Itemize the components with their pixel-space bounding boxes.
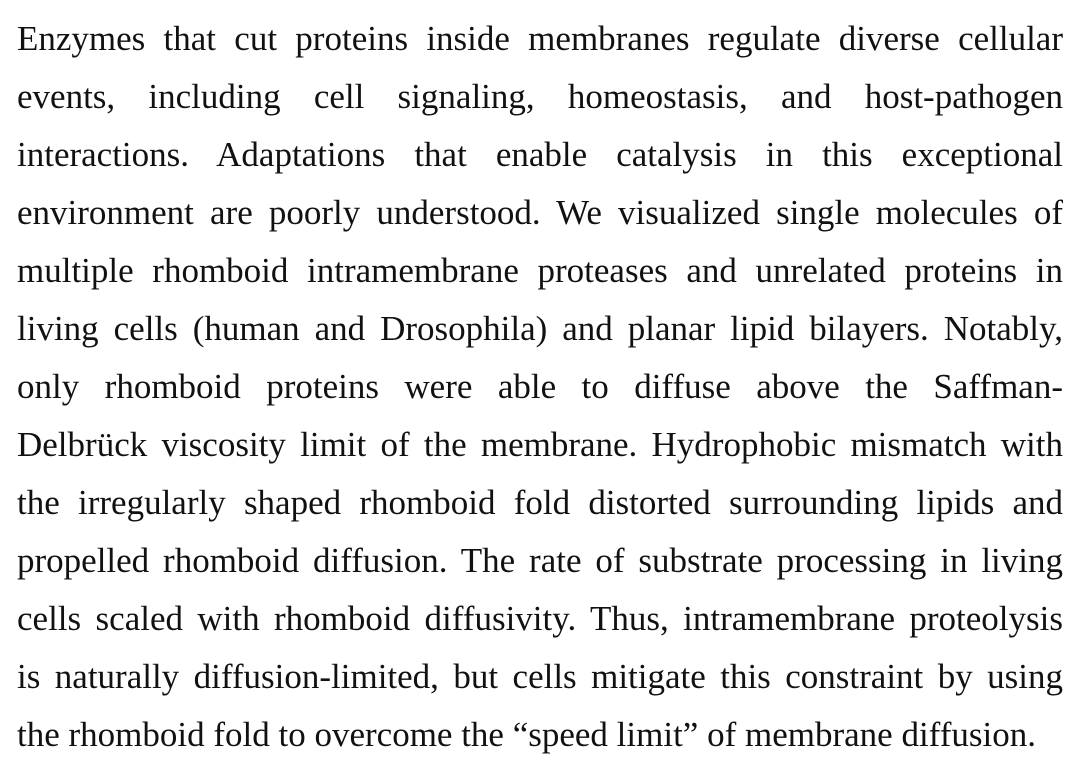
- abstract-paragraph: [17, 10, 1063, 764]
- abstract-line: propelled rhomboid diffusion. The rate of substrate processing in living: [17, 541, 1063, 580]
- abstract-line: Enzymes that cut proteins inside membranes regulate diverse cellular: [17, 19, 1063, 58]
- abstract-line: Delbrück viscosity limit of the membrane. Hydrophobic mismatch with: [17, 425, 1063, 464]
- abstract-line: events, including cell signaling, homeostasis, and host-pathogen: [17, 77, 1063, 116]
- abstract-line: cells scaled with rhomboid diffusivity. Thus, intramembrane proteolysis: [17, 599, 1063, 638]
- abstract-line: multiple rhomboid intramembrane proteases and unrelated proteins in: [17, 251, 1063, 290]
- abstract-line: the rhomboid fold to overcome the “speed limit” of membrane diffusion.: [17, 715, 1036, 754]
- abstract-line: environment are poorly understood. We visualized single molecules of: [17, 193, 1063, 232]
- abstract-line: is naturally diffusion-limited, but cells mitigate this constraint by using: [17, 657, 1063, 696]
- abstract-line: the irregularly shaped rhomboid fold distorted surrounding lipids and: [17, 483, 1063, 522]
- abstract-line: living cells (human and Drosophila) and planar lipid bilayers. Notably,: [17, 309, 1063, 348]
- abstract-line: only rhomboid proteins were able to diffuse above the Saffman-: [17, 367, 1063, 406]
- abstract-line: interactions. Adaptations that enable catalysis in this exceptional: [17, 135, 1063, 174]
